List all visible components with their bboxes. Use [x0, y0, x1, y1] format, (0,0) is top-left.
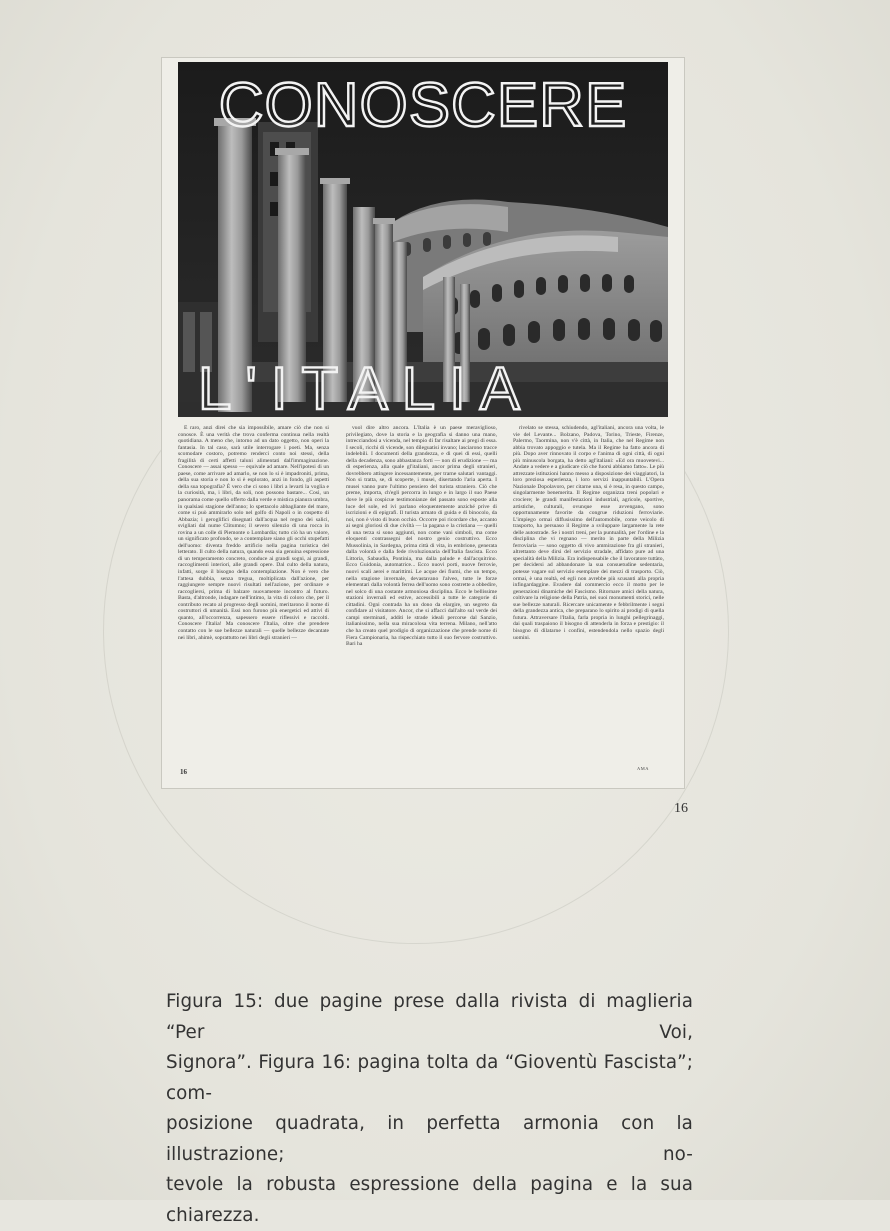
caption-line: tevole la robusta espressione della pagina e la sua chiarezza. — [166, 1174, 693, 1226]
inner-signature: AMA — [637, 766, 650, 771]
article-paragraph: È raro, anzi direi che sia impossibile, amare ciò che non si conosce. È una verità che trova conferma continua nella realtà quotidiana. A meno che, intorno ad un dato oggetto, non operi la fantasia. In tal caso, sarà utile interrogare i poeti. Ma, senza scomodare costoro, potremo renderci conto noi stessi, della fragilità di certi affetti taluni alimentati dall'immaginazione. Conoscere — assai spesso — equivale ad amare. Nell'ipotesi di un paese, come arrivare ad amarlo, se non lo si è impadroniti, prima, della sua storia e non lo si è esplorato, anzi in fondo, gli aspetti della sua topografia? È vero che ci sono i libri a levarti la voglia e la curiosità, ma, i libri, da soli, non possono bastare... Così, un panorama come quello offerto dalla verde e mistica pianura umbra, in qualsiasi stagione dell'anno; lo spettacolo abbagliante del mare, come si può ammirarlo solo nel golfo di Napoli o in cospetto di Abbazia; i geroglifici disegnati dall'acqua nel regno dei salici, svigliati dal nume Clitumno; il severo silenzio di una rocca in rovina a un colle di Piemonte o Lombardia; tutto ciò ha un valore, un significato profondo, se a contemplare siano gli occhi stupefatti dell'uomo: diventa freddo artificio nella pagina turistica del letterato. Il culto della natura, quando essa sia genuina espressione di un temperamento concreto, conduce ai grandi sogni, ai grandi, raccoglimenti interiori, alle grandi opere. Dal culto della natura, infatti, sorge il bisogno della contemplazione. Non è vero che l'attesa dubbia, senza tregua, moltiplicata dall'azione, per raggiungere sempre nuovi risultati nell'azione, per ordinare e raccogliersi, prima di balzare nuovamente incontro al futuro. Basta, d'altronde, indagare nell'intimo, la vita di coloro che, per il contributo recato al progresso degli uomini, meritarono il nome di costruttori di umanità. Essi non furono più energetici ed attivi di quanto, all'occorrenza, sapessero essere riflessivi e raccolti. Conoscere l'Italia! Ma conoscere l'Italia, oltre che prendere contatto con le sue bellezze naturali — quelle bellezze decantate nei libri, ahimè, soprattutto nei libri degli stranieri — — [178, 425, 329, 641]
caption-line: Figura 15: due pagine prese dalla rivista di maglieria “Per Voi, — [166, 991, 693, 1043]
article-paragraph: vuol dire altro ancora. L'Italia è un paese meraviglioso, privilegiato, dove la storia e la geografia si danno una mano, intrecciandosi a vicenda, nel tempio di far risaltare ai pregi di essa. I secoli, ricchi di vicende, son dileguatisi invano; lasciarono tracce indelebili. I documenti della grandezza, e di quei di essi, quelli della decadenza, sono abbastanza forti — non di erudizione — ma di esperienza, alla quale gl'italiani, ancor prima degli stranieri, dovrebbero attingere incessantemente, per trarne salutari vantaggi. Non si tratta, se, di scoperte, i musei, disertando l'aria aperta. I musei vanno pure l'ultimo pensiero del turista straniero. Ciò che preme, importa, ch'egli percorra in lungo e in largo il suo Paese dove le più cospicue testimonianze del passato sono esposte alla luce del sole, ed ivi parlano eloquentemente anziché prive di iscrizioni e di epigrafi. Il turista armato di guida e di binocolo, da noi, non è visto di buon occhio. Occorre poi ricordare che, accanto ai segni gloriosi di due civiltà — la pagana e la cristiana — quelli di una terza si sono aggiunti, non come vani simboli, ma come eloquenti contrassegni del nostro genio costruttivo. Ecco Mussolinia, in Sardegna, prima città di vita, in embrione, generata dalla volontà e dalla fede rivoluzionaria dell'Italia fascista. Ecco Littoria, Sabaudia, Pontinia, ma dalla palude e dall'acquitrino. Ecco Guidonia, automatrice... Ecco nuovi porti, nuove ferrovie, nuovi scali aerei e marittimi. Le acque dei fiumi, che un tempo, nella stagione invernale, devastavano l'alveo, tutte le forze elementari dalla volontà ferrea dell'uomo sono costrette a obbedire, nel solco di una costante armoniosa disciplina. Ecco le bellissime stazioni invernali ed estive, accessibili a tutte le categorie di cittadini. Ogni contrada ha un dono da elargire, un segreto da confidare al visitatore. Ancor, che si affacci dall'alto sul verde dei campi sterminati, additi le strade ideali percorse dal Sanzio, italianissimo, nella sua miracolosa vita terrena. Milano, nell'atto che ha creato quel prodigio di organizzazione che prende nome di Fiera Campionaria, ha rispecchiato tutto il suo fervore costruttivo. Bari ha — [346, 425, 497, 648]
caption-line: Signora”. Figura 16: pagina tolta da “Gioventù Fascista”; com- — [166, 1052, 693, 1104]
figure-caption — [166, 987, 693, 1231]
illustration — [178, 62, 668, 417]
rome-forum-colosseum-photomontage — [178, 62, 668, 417]
article-paragraph: rivelato se stessa, schiudendo, agl'italiani, ancora una volta, le vie del Levante... Bolzano, Padova, Torino, Trieste, Firenze, Palermo, Taormina, non v'è città, in Italia, che nel Regime non abbia trovato appoggio e tutela. Ma il Regime ha fatto ancora di più. Dopo aver rinnovato il corpo e l'anima di ogni città, di ogni più minuscola borgata, ha detto agl'italiani: «Ed ora muovetevi... Andate a vedere e a giudicare ciò che fuorsi abbiamo fatto». Le più attrezzate istituzioni hanno messo a disposizione dei viaggiatori, la loro preziosa esperienza, i loro servizi inappuntabili. L'Opera Nazionale Dopolavoro, per citarne una, si è resa, in questo campo, singolarmente benemerita. Il Regime organizza treni popolari e crociere; le grandi manifestazioni industriali, agricole, sportive, artistiche, culturali, ovunque esse avvengano, sono opportunamente favorite da congrue riduzioni ferroviarie. L'impiego ormai diffusissimo dell'automobile, come veicolo di trasporto, ha persuaso il Regime a sviluppare largamente la rete delle autostrade. Se i nostri treni, per la puntualità, per l'ordine e la disciplina che vi regnano — merito in parte della Milizia ferroviaria — sono oggetto di vivo ammirazione fra gli stranieri, altrettanto deve dirsi del servizio stradale, affidato pure ad una specialità della Milizia. Era indispensabile che il lavoratore tuttàto, per decidersi ad abbandonare la sua consuetudine sedentaria, potesse vagare sul servizio esemplare dei mezzi di trasporto. Ciò, ormai, è una realtà, ed egli non avrebbe più scusanti alla propria infingardaggine. Evadere dal commercio ecco il motto per le generazioni dinamiche del Fascismo. Ritornare amici della natura, coltivare la religione della Patria, nei suoi monumenti storici, nelle sue bellezze naturali. Ricercare unicamente e febbrilmente i segni della grandezza antica, che preparano lo spirito ai prodigi di quella futura. Attraversare l'Italia, farla propria in lunghi pellegrinaggi, dai quali traspaiono il bisogno di attenderla in forza e prestigio: il bisogno di dilatarne i confini, estendendola nello spazio degli uomini. — [513, 425, 664, 641]
headline-conoscere: CONOSCERE — [218, 71, 628, 140]
article-column-3 — [513, 425, 664, 770]
page-number: 16 — [674, 801, 688, 816]
inner-page-folio: 16 — [180, 768, 187, 776]
caption-line: posizione quadrata, in perfetta armonia con la illustrazione; no- — [166, 1113, 693, 1165]
article-text — [178, 425, 668, 770]
article-column-2 — [346, 425, 497, 770]
headline-italia: L'ITALIA — [198, 355, 534, 417]
article-column-1 — [178, 425, 329, 770]
